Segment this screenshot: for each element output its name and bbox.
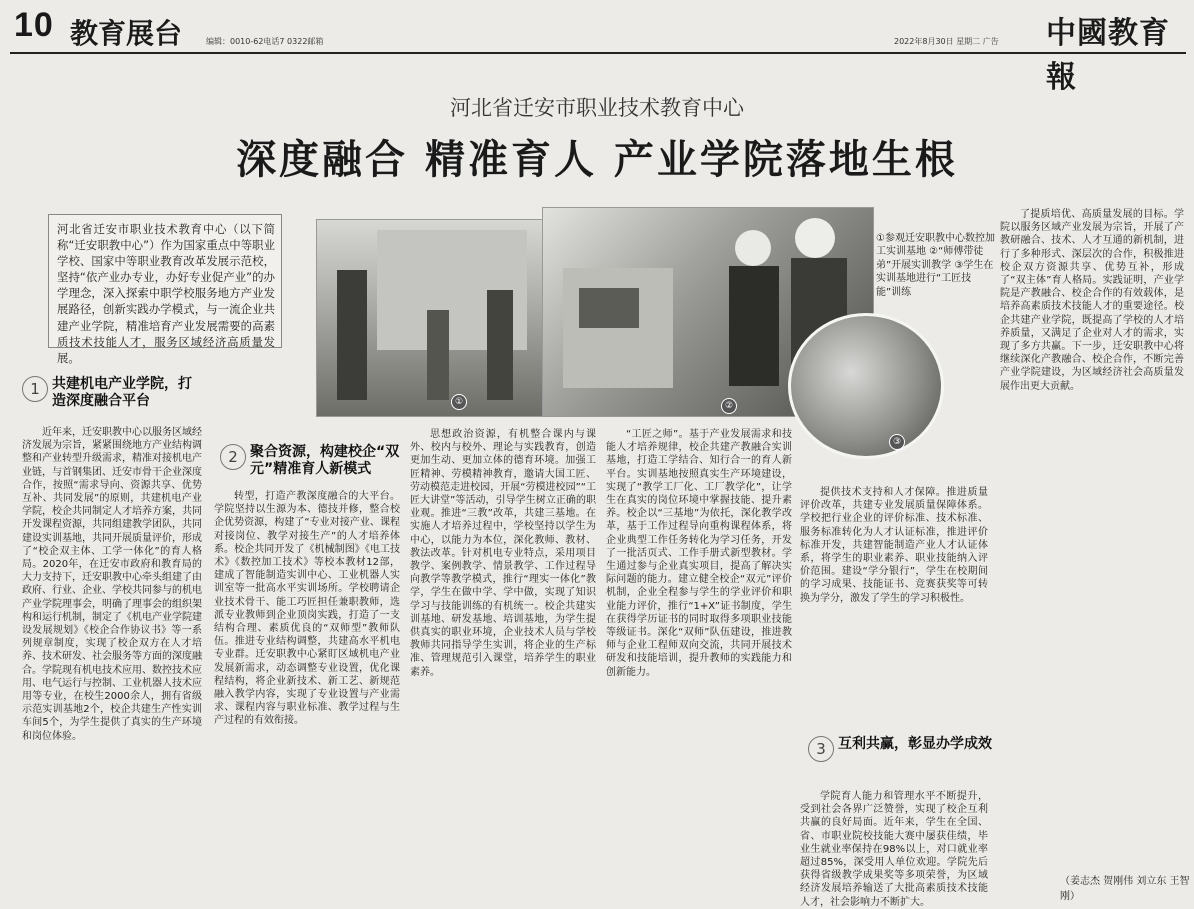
intro-box [48, 214, 282, 365]
section-2-title: 聚合资源，构建校企“双元”精准育人新模式 [250, 444, 400, 477]
column-6 [800, 790, 988, 908]
section-1-number: 1 [22, 376, 48, 402]
column-2-text: 转型，打造产教深度融合的大平台。学院坚持以生源为本、德技并修，整合校企优势资源，构建了“专业对接产业、课程对接岗位、教学对接生产”的人才培养体系。校企共同开发了《机械制图》《电工技术》《数控加工技术》等校本教材12部，建成了智能制造实训中心、工业机器人实训室等一批高水平实训场所。学校聘请企业技术骨干、能工巧匠担任兼职教师，选派专业教师到企业顶岗实践，打造了一支结构合理、素质优良的“双师型”教师队伍。推进专业结构调整，共建高水平机电专业群。迁安职教中心紧盯区域机电产业发展新需求，动态调整专业设置，优化课程结构，将企业新技术、新工艺、新规范融入教学内容，实现了专业设置与产业需求、课程内容与职业标准、教学过程与生产过程的有效衔接。 [214, 491, 400, 727]
section-2-number: 2 [220, 444, 246, 470]
intro-text: 河北省迁安市职业技术教育中心（以下简称“迁安职教中心”）作为国家重点中等职业学校、国家中等职业教育改革发展示范校，坚持“依产业办专业，办好专业促产业”的办学理念，深入探索中职学校服务地方产业发展路径，创新实践办学模式，与一流企业共建产业学院，精准培育产业发展需要的高素质技术技能人才，服务区域经济高质量发展。 [57, 222, 275, 365]
section-3-heading [808, 736, 994, 762]
photo-caption: ①参观迁安职教中心数控加工实训基地 ②“师傅带徒弟”开展实训教学 ③学生在实训基地进行“工匠技能”训练 [876, 233, 995, 298]
header-rule [10, 52, 1186, 54]
column-5-text: 提供技术支持和人才保障。推进质量评价改革，共建专业发展质量保障体系。学校把行业企业的评价标准、技术标准、服务标准转化为人才认证标准，推进评价标准开发，共建智能制造产业人才认证体系，将学生的职业素养、职业技能纳入评价范围。建设“学分银行”，学生在校期间的学习成果、技能证书、竞赛获奖等可转换为学分，激发了学生的学习积极性。 [800, 487, 988, 604]
column-3-text: 思想政治资源，有机整合课内与课外、校内与校外、理论与实践教育，创造更加生动、更加立体的德育环境。加强工匠精神、劳模精神教育，邀请大国工匠、劳动模范走进校园，开展“劳模进校园”“工匠大讲堂”等活动，引导学生树立正确的职业观。推进“三教”改革，共建三基地。在实施人才培养过程中，学校坚持以学生为中心，以能力为本位，深化教师、教材、教法改革。针对机电专业特点，采用项目教学、案例教学、情景教学、工作过程导向教学等教学模式，推行“理实一体化”教学，学生在做中学、学中做，实现了知识学习与技能训练的有机统一。校企共建实训基地、研发基地、培训基地，为学生提供真实的职业环境，企业技术人员与学校教师共同指导学生实训，将企业的生产标准、管理规范引入课堂，培养学生的职业素养。 [410, 429, 596, 678]
column-1 [22, 426, 202, 888]
column-5 [800, 486, 988, 730]
column-4 [606, 428, 792, 888]
article-kicker: 河北省迁安市职业技术教育中心 [450, 96, 744, 120]
column-1-text: 近年来，迁安职教中心以服务区域经济发展为宗旨，紧紧围绕地方产业结构调整和产业转型升级需求，精准对接机电产业链，与首钢集团、迁安市骨干企业深度合作，按照“需求导向、资源共享、优势互补、共同发展”的原则，共建机电产业学院，校企共同制定人才培养方案，共同开发课程资源，共同组建教学团队，共同建设实训基地，共同开展质量评价，形成了“校企双主体、工学一体化”的育人格局。2020年，在迁安市政府和教育局的大力支持下，迁安职教中心牵头组建了由政府、行业、企业、学校共同参与的机电产业学院理事会，明确了理事会的组织架构和运行机制，制定了《机电产业学院建设发展规划》《校企合作协议书》等一系列规章制度，实现了校企双方在人才培养、技术研发、社会服务等方面的深度融合。学院现有机电技术应用、数控技术应用、电气运行与控制、工业机器人技术应用等专业，在校生2000余人，拥有省级示范实训基地2个，校企共建生产性实训车间5个，为学生提供了真实的生产环境和岗位体验。 [22, 427, 202, 742]
article-headline: 深度融合 精准育人 产业学院落地生根 [236, 136, 958, 183]
editors-line: 编辑：0010-62电话7 0322邮箱 [206, 37, 324, 46]
section-title: 教育展台 [70, 17, 183, 50]
photo-badge-3: ③ [889, 434, 905, 450]
author-signature: （姜志杰 贺刚伟 刘立东 王智刚） [1060, 876, 1190, 902]
column-3 [410, 428, 596, 888]
section-3-number: 3 [808, 736, 834, 762]
section-2-heading [220, 444, 406, 478]
column-4-text: “工匠之师”。基于产业发展需求和技能人才培养规律，校企共建产教融合实训基地，打造工学结合、知行合一的育人新平台。实训基地按照真实生产环境建设，实现了“教学工厂化、工厂教学化”，让学生在真实的岗位环境中掌握技能、提升素养。校企以“三基地”为依托，深化教学改革，基于工作过程导向重构课程体系，将企业典型工作任务转化为学习任务，开发了一批活页式、工作手册式新型教材。学生通过参与企业真实项目，提高了解决实际问题的能力。建立健全校企“双元”评价机制，企业全程参与学生的学业评价和职业能力评价，推行“1+X”证书制度，学生在获得学历证书的同时取得多项职业技能等级证书。深化“双师”队伍建设，推进教师与企业工程师双向交流，共同开展技术研发和技能培训，提升教师的实践能力和创新能力。 [606, 429, 792, 678]
column-7-text: 了提质培优、高质量发展的目标。学院以服务区域产业发展为宗旨，开展了产教研融合、技术、人才互通的新机制，进行了多种形式、深层次的合作，积极推进校企双方资源共享、优势互补，形成了“双主体”育人格局。实践证明，产业学院是产教融合、校企合作的有效载体，是培养高素质技术技能人才的重要途径。校企共建产业学院，既提高了学校的人才培养质量，又满足了企业对人才的需求，实现了多方共赢。下一步，迁安职教中心将继续深化产教融合、校企合作，不断完善产业学院建设，为区域经济社会高质量发展作出更大贡献。 [1000, 209, 1184, 392]
photo-badge-2: ② [721, 398, 737, 414]
photo-badge-1: ① [451, 394, 467, 410]
section-1-heading [22, 376, 202, 410]
photo-visit [316, 219, 558, 417]
section-1-title: 共建机电产业学院，打造深度融合平台 [52, 376, 192, 409]
column-2-top [214, 430, 400, 438]
newspaper-logo: 中國教育報 [1046, 16, 1170, 95]
photo-student [788, 313, 944, 459]
page-number: 10 [14, 6, 54, 44]
column-2 [214, 490, 400, 888]
column-6-text: 学院育人能力和管理水平不断提升，受到社会各界广泛赞誉，实现了校企互利共赢的良好局面。近年来，学生在全国、省、市职业院校技能大赛中屡获佳绩，毕业生就业率保持在98%以上，对口就业率超过85%，深受用人单位欢迎。学院先后获得省级教学成果奖等多项荣誉，为区域经济发展培养输送了大批高素质技术技能人才，社会影响力不断扩大。 [800, 791, 988, 908]
date-line: 2022年8月30日 星期二 广告 [894, 37, 999, 46]
column-7 [1000, 208, 1184, 868]
section-3-title: 互利共赢，彰显办学成效 [838, 736, 992, 752]
